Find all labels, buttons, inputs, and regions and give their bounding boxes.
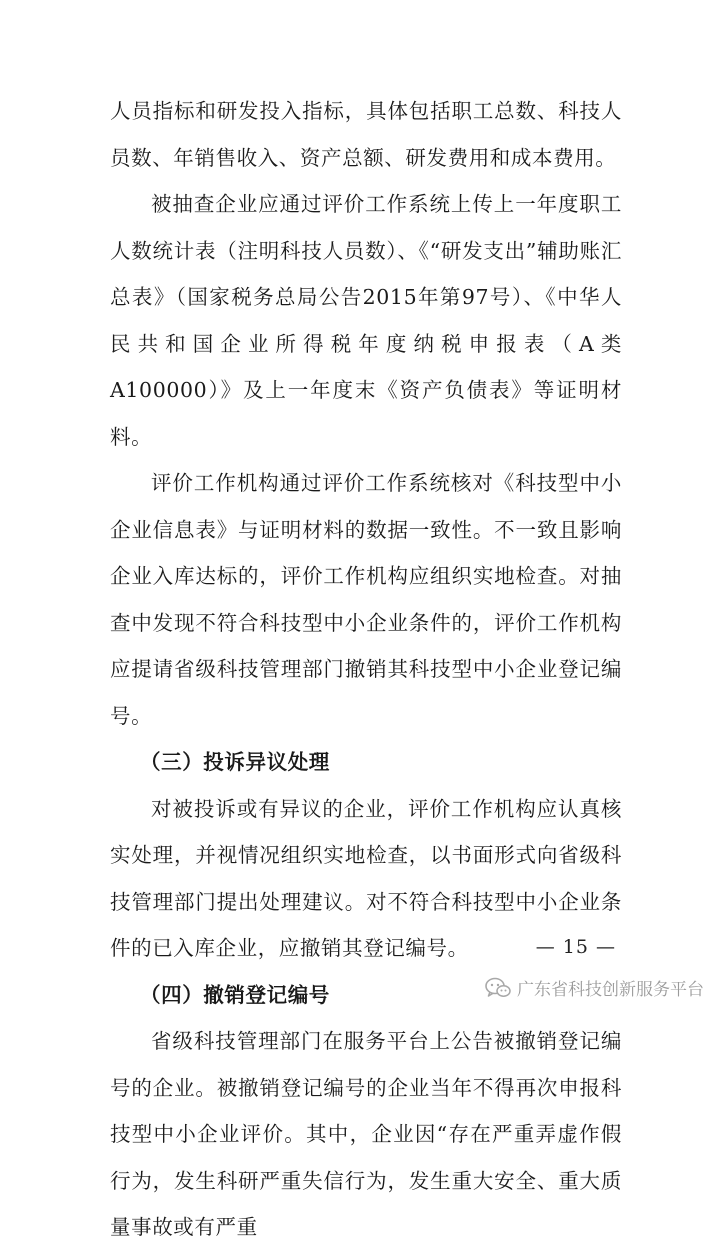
watermark-text: 广东省科技创新服务平台 — [517, 980, 704, 1000]
section-heading-complaints: （三）投诉异议处理 — [140, 750, 330, 774]
document-body — [110, 88, 622, 1251]
paragraph-revocation: 省级科技管理部门在服务平台上公告被撤销登记编号的企业。被撤销登记编号的企业当年不得再次申报科技型中小企业评价。其中，企业因“存在严重弄虚作假行为，发生科研严重失信行为，发生重大安全、重大质量事故或有严重 — [110, 1029, 622, 1239]
watermark — [485, 975, 704, 1000]
paragraph-upload-materials: 被抽查企业应通过评价工作系统上传上一年度职工人数统计表（注明科技人员数）、《“研发支出”辅助账汇总表》（国家税务总局公告2015年第97号）、《中华人民共和国企业所得税年度纳税申报表（A类A100000）》及上一年度末《资产负债表》等证明材料。 — [110, 192, 622, 449]
section-heading-revocation: （四）撤销登记编号 — [140, 982, 330, 1007]
paragraph-complaints: 对被投诉或有异议的企业，评价工作机构应认真核实处理，并视情况组织实地检查，以书面形式向省级科技管理部门提出处理建议。对不符合科技型中小企业条件的已入库企业，应撤销其登记编号。 — [110, 796, 622, 960]
paragraph-continuation: 人员指标和研发投入指标，具体包括职工总数、科技人员数、年销售收入、资产总额、研发费用和成本费用。 — [110, 99, 622, 170]
wechat-icon — [485, 977, 511, 999]
page-number: — 15 — — [535, 936, 616, 958]
paragraph-verification: 评价工作机构通过评价工作系统核对《科技型中小企业信息表》与证明材料的数据一致性。不一致且影响企业入库达标的，评价工作机构应组织实地检查。对抽查中发现不符合科技型中小企业条件的，评价工作机构应提请省级科技管理部门撤销其科技型中小企业登记编号。 — [110, 471, 622, 728]
